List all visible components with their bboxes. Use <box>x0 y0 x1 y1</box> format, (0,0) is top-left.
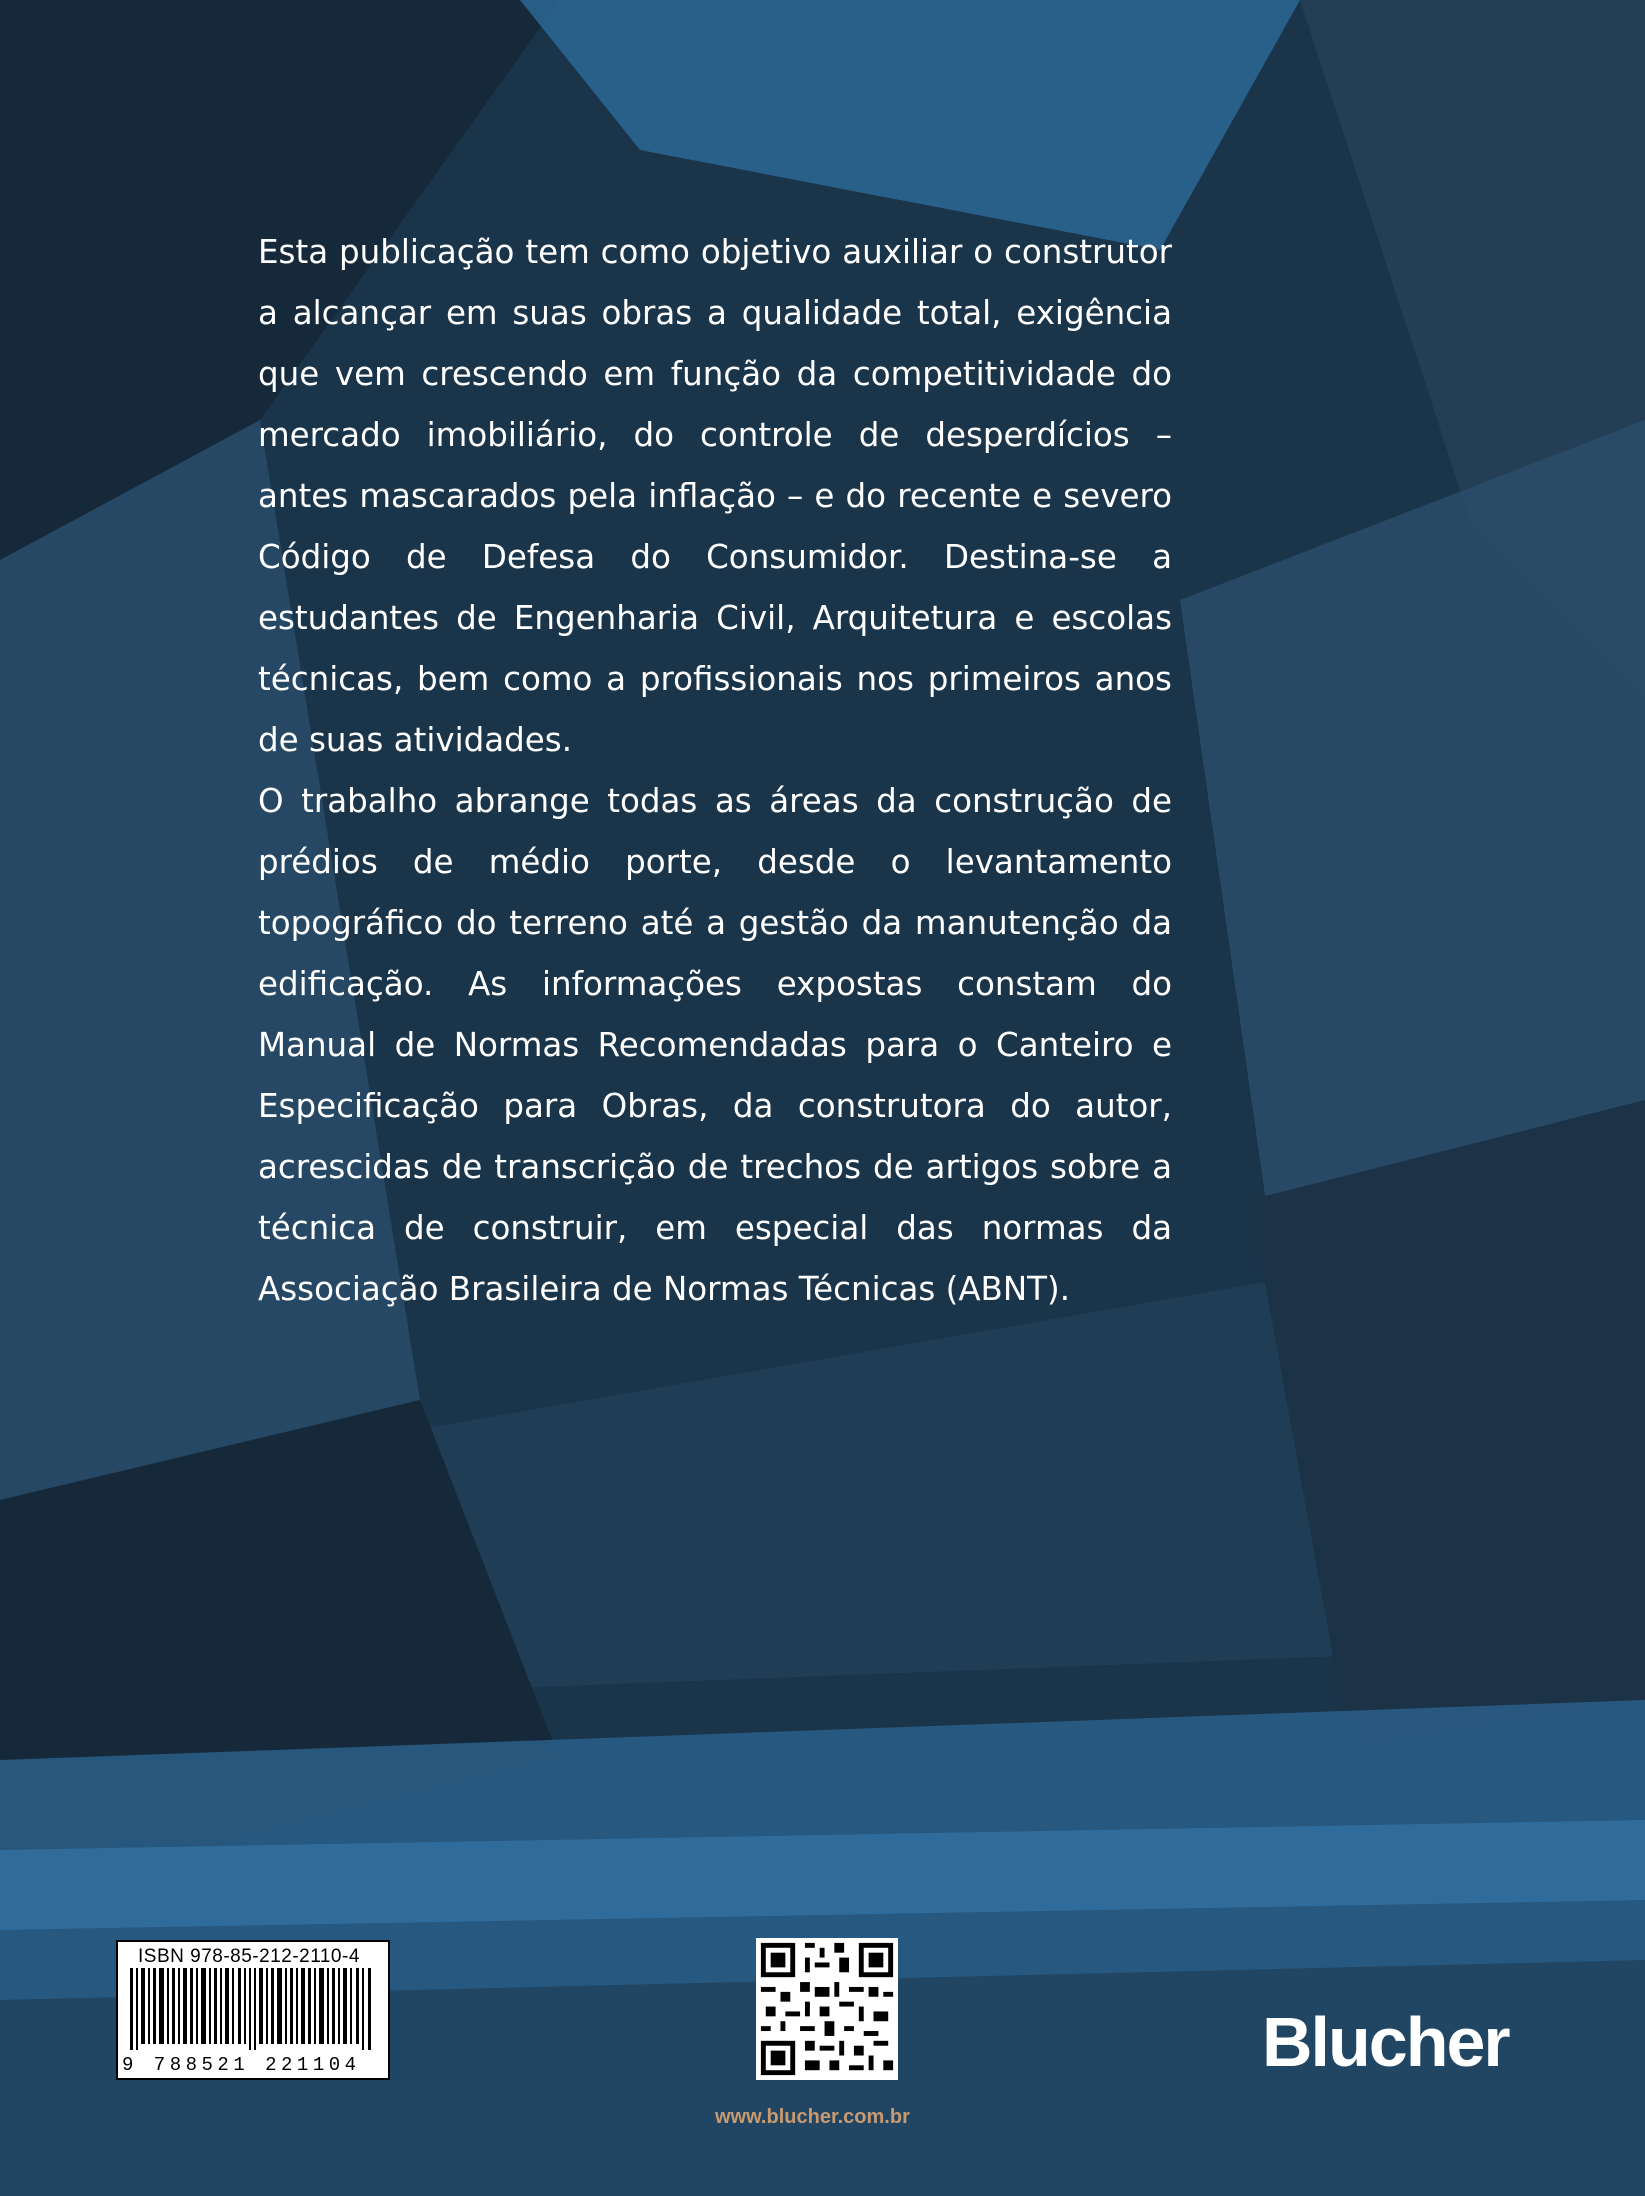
publisher-url[interactable]: www.blucher.com.br <box>715 2106 910 2128</box>
isbn-digits: 9 788521 221104 <box>122 2054 361 2076</box>
qr-code-icon[interactable] <box>756 1938 898 2080</box>
barcode-icon <box>130 1968 376 2050</box>
blurb-paragraph-1: Esta publicação tem como objetivo auxiliar o construtor a alcançar em suas obras a qualidade total, exigência que vem crescendo em função da competitividade do mercado imobiliário, do controle de desperdícios – antes mascarados pela inflação – e do recente e severo Código de Defesa do Consumidor. Destina-se a estudantes de Engenharia Civil, Arquitetura e escolas técnicas, bem como a profissionais nos primeiros anos de suas atividades. <box>258 233 1172 759</box>
publisher-logo: Blucher <box>1262 2003 1509 2081</box>
isbn-barcode <box>116 1940 390 2080</box>
blurb-paragraph-2: O trabalho abrange todas as áreas da construção de prédios de médio porte, desde o levantamento topográfico do terreno até a gestão da manutenção da edificação. As informações expostas constam do Manual de Normas Recomendadas para o Canteiro e Especificação para Obras, da construtora do autor, acrescidas de transcrição de trechos de artigos sobre a técnica de construir, em especial das normas da Associação Brasileira de Normas Técnicas (ABNT). <box>258 782 1172 1308</box>
back-cover-blurb <box>258 222 1172 1320</box>
isbn-label: ISBN 978-85-212-2110-4 <box>138 1946 360 1967</box>
